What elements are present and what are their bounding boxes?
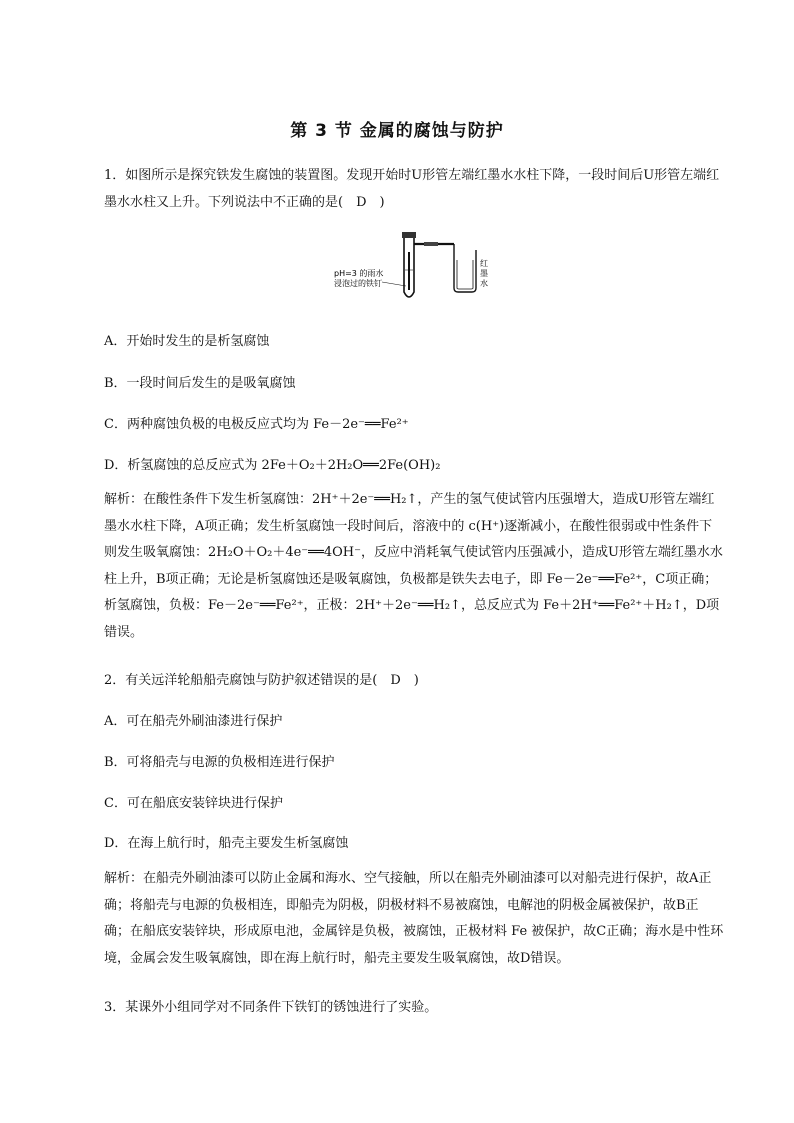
question-2-option-d: D．在海上航行时，船壳主要发生析氢腐蚀 — [104, 836, 349, 851]
question-1-analysis: 解析：在酸性条件下发生析氢腐蚀：2H⁺＋2e⁻══H₂↑，产生的氢气使试管内压强增大，造成U形管左端红墨水水柱下降，A项正确；发生析氢腐蚀一段时间后，溶液中的 c(H⁺)逐渐减小，在酸性很弱或中性条件下则发生吸氧腐蚀：2H₂O＋O₂＋4e⁻══4OH⁻，反应中消耗氧气使试管内压强减小，造成U形管左端红墨水水柱上升，B项正确；无论是析氢腐蚀还是吸氧腐蚀，负极都是铁失去电子，即 Fe－2e⁻══Fe²⁺，C项正确；析氢腐蚀，负极：Fe－2e⁻══Fe²⁺，正极：2H⁺＋2e⁻══H₂↑，总反应式为 Fe＋2H⁺══Fe²⁺＋H₂↑，D项错误。 — [104, 492, 723, 640]
question-1-stem: 1．如图所示是探究铁发生腐蚀的装置图。发现开始时U形管左端红墨水水柱下降，一段时间后U形管左端红墨水水柱又上升。下列说法中不正确的是( D ) — [104, 168, 720, 210]
tube-stopper — [402, 232, 416, 238]
experiment-figure — [332, 230, 492, 310]
figure-label-red: 红 — [480, 259, 488, 268]
figure-label-ink: 墨 — [480, 269, 488, 278]
question-1-option-d: D．析氢腐蚀的总反应式为 2Fe＋O₂＋2H₂O══2Fe(OH)₂ — [104, 458, 441, 473]
question-2-analysis: 解析：在船壳外刷油漆可以防止金属和海水、空气接触，所以在船壳外刷油漆可以对船壳进行保护，故A正确；将船壳与电源的负极相连，即船壳为阴极，阴极材料不易被腐蚀，电解池的阴极金属被保护，故B正确；在船底安装锌块，形成原电池，金属锌是负极，被腐蚀，正极材料 Fe 被保护，故C正确；海水是中性环境，金属会发生吸氧腐蚀，即在海上航行时，船壳主要发生吸氧腐蚀，故D错误。 — [104, 871, 724, 966]
figure-label-solution: pH=3 的雨水 — [334, 269, 384, 278]
question-3-stem: 3．某课外小组同学对不同条件下铁钉的锈蚀进行了实验。 — [104, 1000, 438, 1015]
question-1-option-a: A．开始时发生的是析氢腐蚀 — [104, 334, 270, 349]
page-title: 第 3 节 金属的腐蚀与防护 — [290, 121, 504, 141]
question-1-option-b: B．一段时间后发生的是吸氧腐蚀 — [104, 376, 296, 391]
figure-label-water: 水 — [480, 279, 488, 288]
question-2-option-b: B．可将船壳与电源的负极相连进行保护 — [104, 755, 335, 770]
question-2-option-a: A．可在船壳外刷油漆进行保护 — [104, 714, 283, 729]
question-2-stem: 2．有关远洋轮船船壳腐蚀与防护叙述错误的是( D ) — [104, 673, 419, 688]
figure-label-nail: 浸泡过的铁钉 — [334, 279, 382, 288]
question-1-option-c: C．两种腐蚀负极的电极反应式均为 Fe－2e⁻══Fe²⁺ — [104, 417, 409, 432]
question-2-option-c: C．可在船底安装锌块进行保护 — [104, 796, 283, 811]
